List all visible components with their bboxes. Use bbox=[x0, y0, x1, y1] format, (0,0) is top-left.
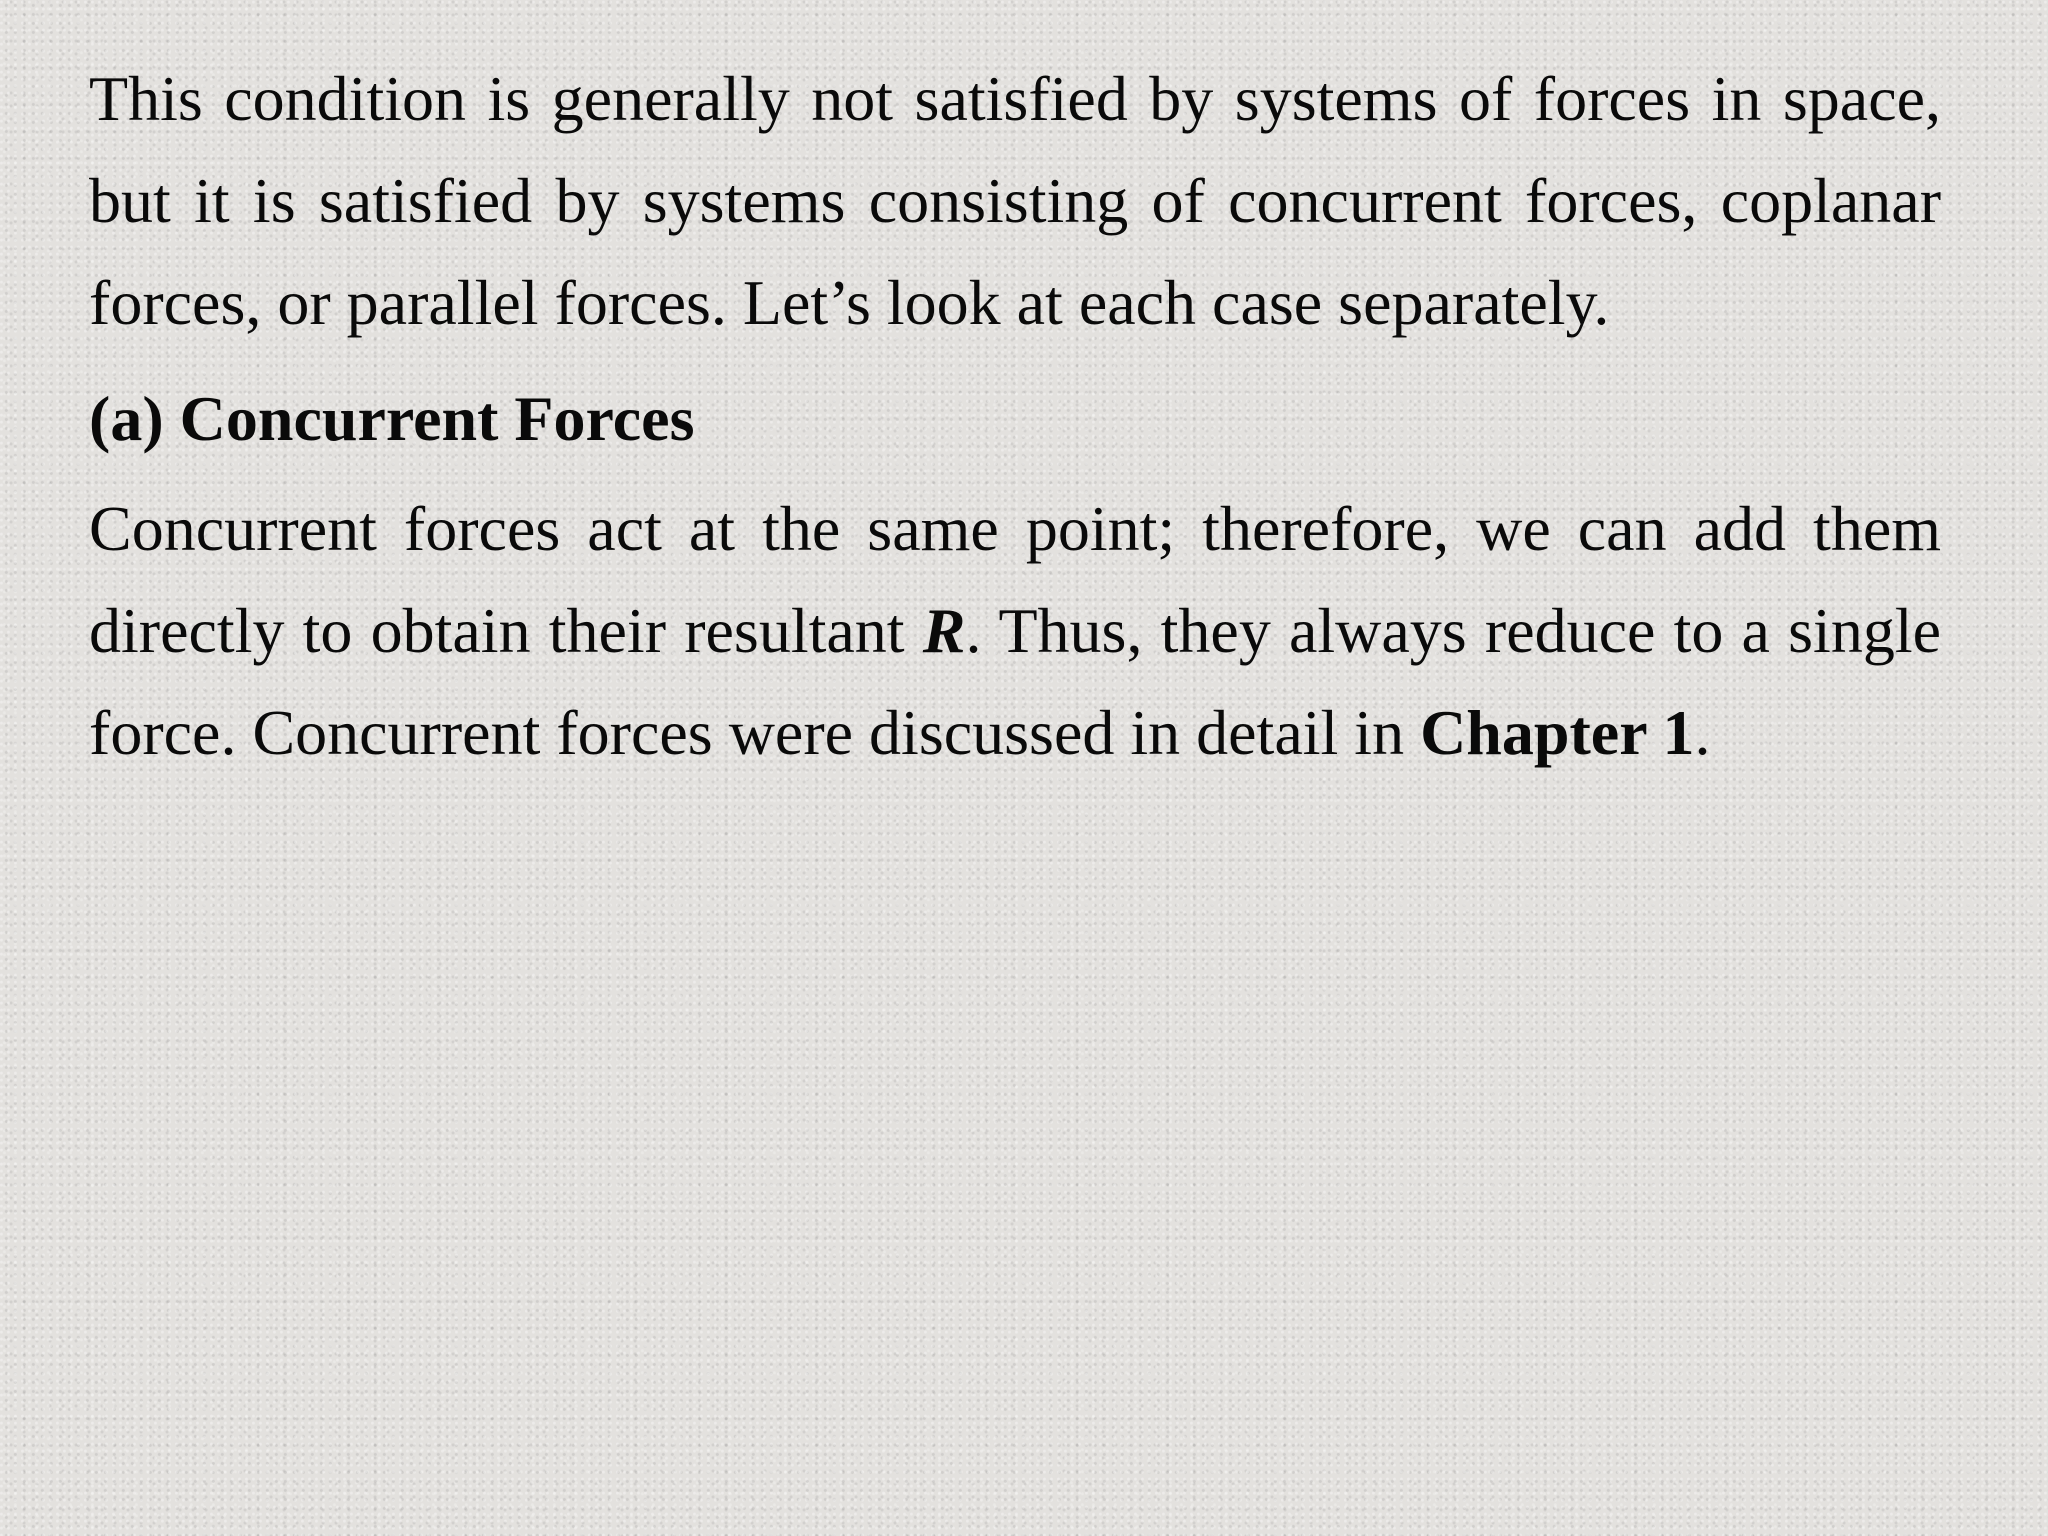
paragraph-text-part-3: . bbox=[1694, 697, 1711, 768]
chapter-reference: Chapter 1 bbox=[1420, 697, 1695, 768]
paragraph-text-part-1: Concurrent forces act at the same point; therefore, we can add them directly to obtain their resultant bbox=[89, 493, 1941, 666]
paragraph-text-part-2: . Thus, they always reduce to a single force. Concurrent forces were discussed in detail in bbox=[89, 595, 1942, 768]
slide-content bbox=[89, 48, 1941, 784]
section-heading-concurrent-forces: (a) Concurrent Forces bbox=[89, 383, 695, 454]
intro-paragraph: This condition is generally not satisfied by systems of forces in space, but it is satisfied by systems consisting of concurrent forces, coplanar forces, or parallel forces. Let’s look at each case separately. bbox=[89, 63, 1941, 338]
concurrent-forces-paragraph bbox=[89, 478, 1941, 784]
resultant-symbol: R bbox=[922, 595, 966, 666]
